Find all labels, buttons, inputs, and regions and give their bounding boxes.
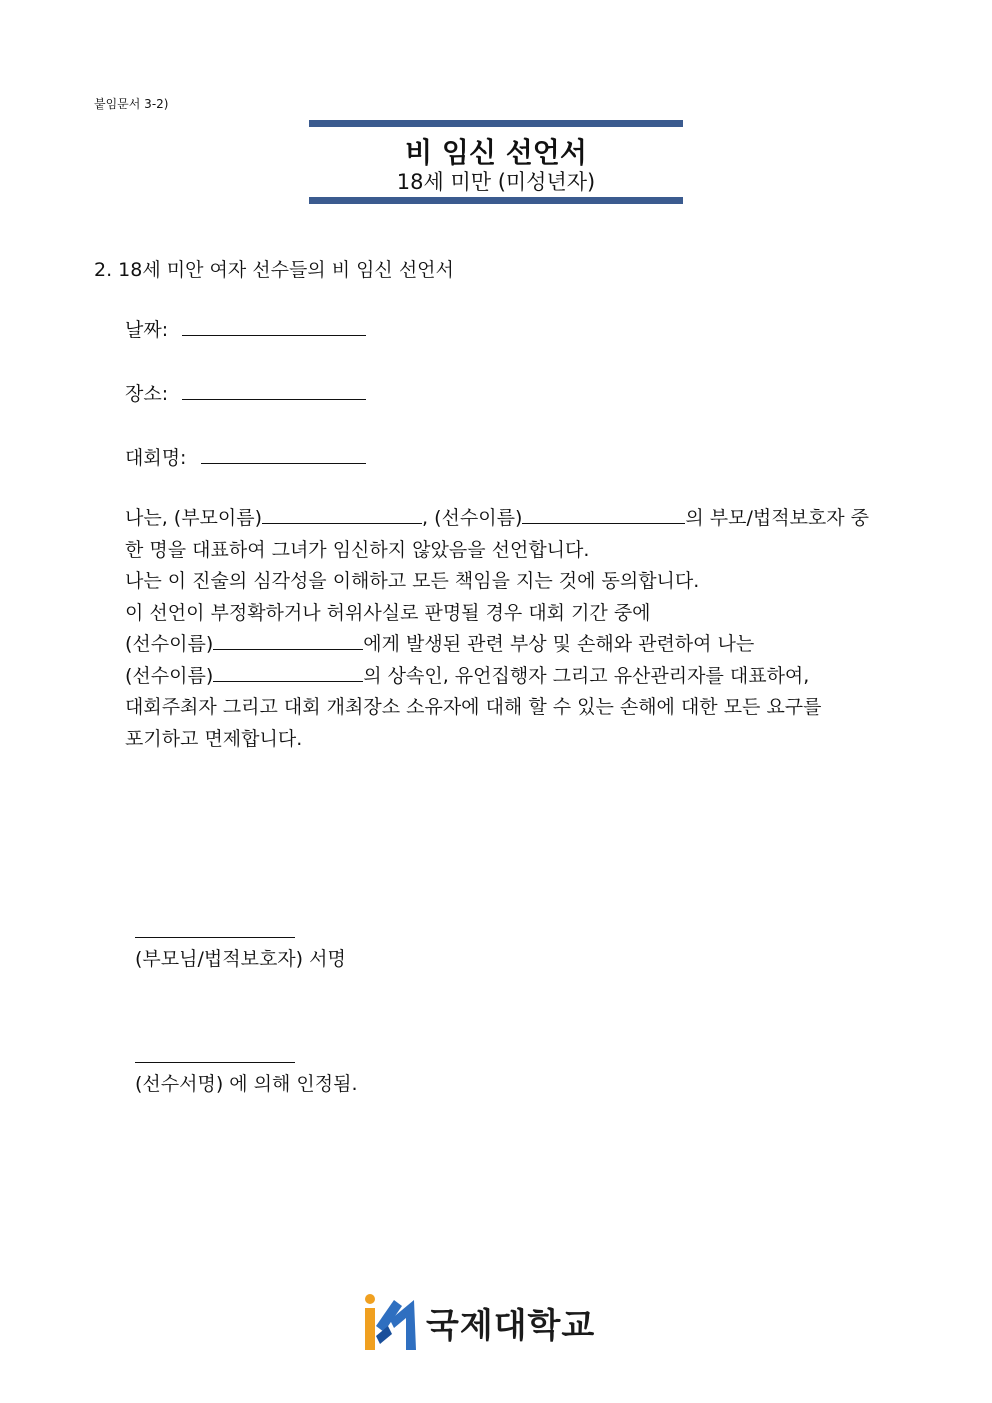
- parent-name-label: 나는, (부모이름): [125, 507, 263, 529]
- competition-label: 대회명:: [125, 447, 187, 469]
- declaration-line-7: 대회주최자 그리고 대회 개최장소 소유자에 대해 할 수 있는 손해에 대한 모든 요구를: [125, 696, 822, 718]
- document-title: 비 임신 선언서: [405, 136, 587, 169]
- place-field: [125, 379, 366, 406]
- athlete-name-blank-3[interactable]: [213, 680, 363, 682]
- declaration-line-8: 포기하고 면제합니다.: [125, 727, 303, 750]
- declaration-line-1: [125, 503, 895, 535]
- guardian-signature-line[interactable]: [135, 937, 295, 938]
- university-name: 국제대학교: [426, 1305, 596, 1346]
- athlete-name-label: (선수이름): [125, 664, 214, 687]
- declaration-line-6: [125, 661, 895, 693]
- date-field: [125, 315, 366, 342]
- athlete-name-blank[interactable]: [522, 522, 685, 524]
- declaration-line-2: 한 명을 대표하여 그녀가 임신하지 않았음을 선언합니다.: [125, 538, 590, 561]
- declaration-text: 에게 발생된 관련 부상 및 손해와 관련하여 나는: [363, 633, 755, 655]
- declaration-line-3: 나는 이 진술의 심각성을 이해하고 모든 책임을 지는 것에 동의합니다.: [125, 570, 700, 592]
- university-logo: [362, 1292, 595, 1352]
- athlete-name-blank-2[interactable]: [213, 648, 363, 650]
- declaration-text: 의 상속인, 유언집행자 그리고 유산관리자를 대표하여,: [363, 664, 810, 687]
- athlete-name-label: , (선수이름): [422, 507, 523, 529]
- parent-name-blank[interactable]: [262, 522, 422, 524]
- guardian-signature-label: (부모님/법적보호자) 서명: [135, 948, 346, 970]
- athlete-name-label: (선수이름): [125, 633, 214, 655]
- competition-field: [125, 443, 366, 470]
- university-emblem-icon: [362, 1292, 418, 1352]
- place-label: 장소:: [125, 383, 169, 405]
- date-blank[interactable]: [182, 334, 366, 336]
- document-subtitle: 18세 미만 (미성년자): [396, 170, 596, 194]
- declaration-text: 의 부모/법적보호자 중: [685, 507, 870, 529]
- athlete-signature-line[interactable]: [135, 1062, 295, 1063]
- title-top-bar: [309, 120, 683, 127]
- place-blank[interactable]: [182, 398, 366, 400]
- declaration-paragraph: [125, 503, 895, 755]
- date-label: 날짜:: [125, 319, 169, 341]
- section-heading: 2. 18세 미안 여자 선수들의 비 임신 선언서: [94, 259, 454, 281]
- athlete-signature-label: (선수서명) 에 의해 인정됨.: [135, 1073, 358, 1095]
- declaration-line-4: 이 선언이 부정확하거나 허위사실로 판명될 경우 대회 기간 중에: [125, 601, 651, 624]
- title-bottom-bar: [309, 197, 683, 204]
- competition-blank[interactable]: [201, 462, 366, 464]
- attachment-label: 붙임문서 3-2): [94, 97, 169, 111]
- declaration-line-5: [125, 629, 895, 661]
